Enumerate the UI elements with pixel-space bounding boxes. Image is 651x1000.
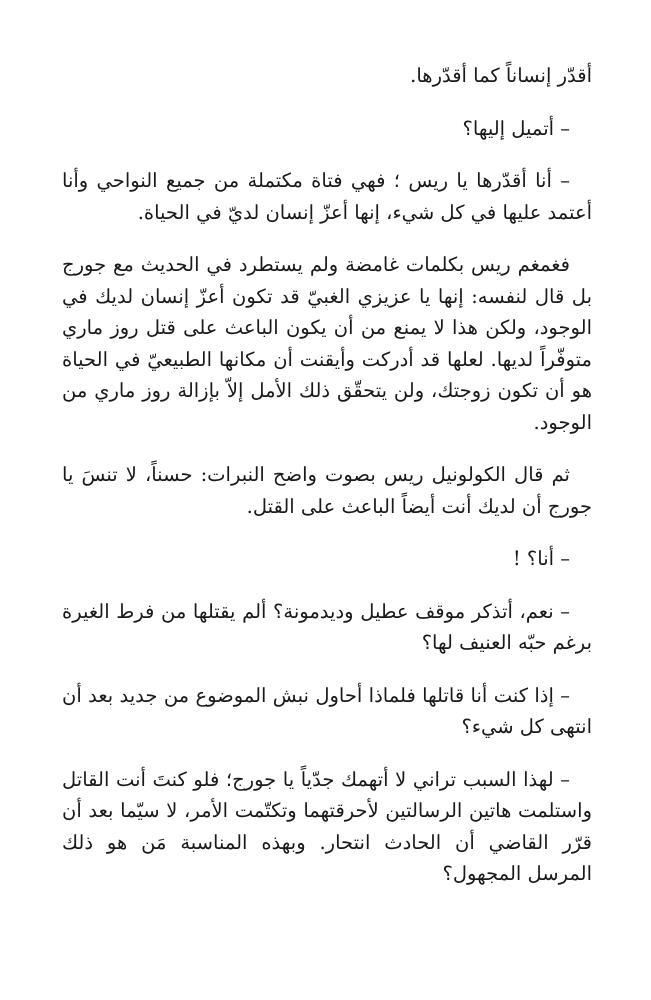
dialogue-george-reply: – إذا كنت أنا قاتلها فلماذا أحاول نبش الموضوع من جديد بعد أن انتهى كل شيء؟ [62,683,592,738]
dialogue-othello: – نعم، أتذكر موقف عطيل وديدمونة؟ ألم يقتلها من فرط الغيرة برغم حبّه العنيف لها؟ [62,599,592,654]
dialogue-race-explanation: – لهذا السبب تراني لا أتهمك جدّياً يا جورج؛ فلو كنتَ أنت القاتل واستلمت هاتين الرسالتين لأحرقتهما وتكتّمت الأمر، لا سيّما بعد أن قرّر القاضي أن الحادث انتحار. وبهذه المناسبة مَن هو ذلك المرسل المجهول؟ [62,767,592,885]
narration-colonel-race: ثم قال الكولونيل ريس بصوت واضح النبرات: حسناً، لا تنسَ يا جورج أن لديك أنت أيضاً الباعث على القتل. [62,463,592,518]
dialogue-george-answer: – أنا أقدّرها يا ريس ؛ فهي فتاة مكتملة من جميع النواحي وأنا أعتمد عليها في كل شيء، إنها أعزّ إنسان لديّ في الحياة. [62,169,592,224]
paragraph-continuation: أقدّر إنساناً كما أقدّرها. [410,64,592,87]
narration-race-thoughts: فغمغم ريس بكلمات غامضة ولم يستطرد في الحديث مع جورج بل قال لنفسه: إنها يا عزيزي الغبيّ قد تكون أعزّ إنسان لديك في الوجود، ولكن هذا لا يمنع من أن يكون الباعث على قتل روز ماري متوفّراً لديها. لعلها قد أدركت وأيقنت أن مكانها الطبيعيّ في الحياة هو أن تكون زوجتك، ولن يتحقّق ذلك الأمل إلاّ بإزالة روز ماري من الوجود. [62,253,592,434]
book-page [62,60,592,911]
dialogue-question-inclination: – أتميل إليها؟ [462,116,570,140]
dialogue-me-question: – أنا؟ ! [512,547,570,570]
